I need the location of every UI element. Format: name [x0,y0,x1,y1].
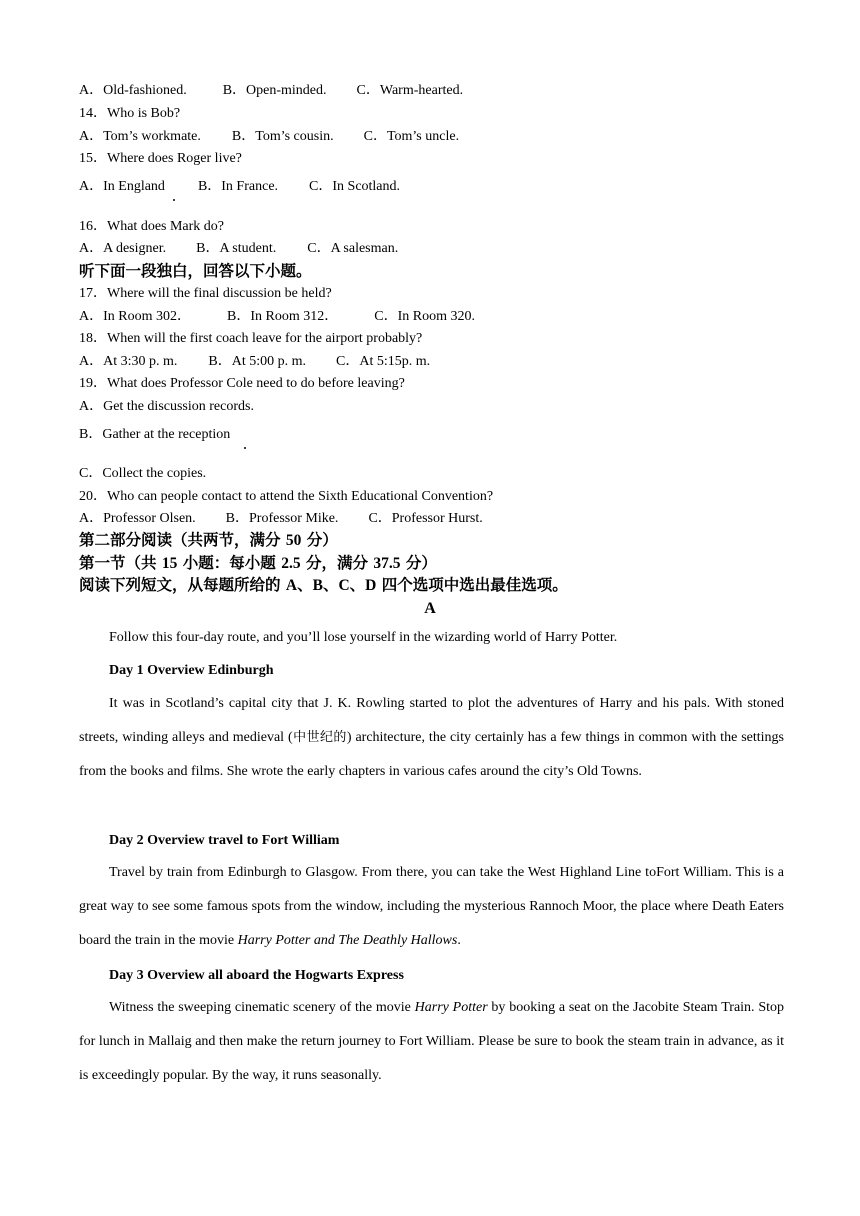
q15-options [79,178,400,196]
day2-movie-title: Harry Potter and The Deathly Hallows [237,933,458,948]
q19-option-a: A．Get the discussion records. [79,399,254,414]
q14-options [79,128,459,146]
emphasis-dot [244,447,246,449]
q15-option-b: B．In France. [197,179,279,194]
passage-letter: A [424,600,436,617]
day3-title: Day 3 Overview all aboard the Hogwarts Express [109,968,404,983]
section1-total: 37.5 [373,555,401,572]
monologue-instruction: 听下面一段独白，回答以下小题。 [79,262,312,280]
q18-option-b: B．At 5:00 p. m. [208,354,307,369]
q17-option-b: B．In Room 312． [227,309,339,324]
day1-title: Day 1 Overview Edinburgh [109,663,274,678]
section1-per-score: 2.5 [281,555,301,572]
q17-option-a: A．In Room 302． [79,309,191,324]
q15-stem: 15．Where does Roger live? [79,151,242,166]
q18-option-a: A．At 3:30 p. m. [79,354,178,369]
reading-instruction-letters: A、B、C、D [285,577,377,594]
q14-option-a: A．Tom’s workmate. [79,129,201,144]
part2-heading-text: 分） [301,531,338,549]
q18-stem: 18．When will the first coach leave for the airport probably? [79,331,423,346]
q16-option-a: A．A designer. [79,241,167,256]
q20-stem: 20．Who can people contact to attend the Sixth Educational Convention? [79,489,494,504]
q18-options [79,353,430,371]
day1-text: It was in Scotland’s capital city that J. K. Rowling started to plot the adventures of Harry and his pals. With stoned streets, winding alleys and medieval ( [79,696,784,745]
reading-instruction-text: 四个选项中选出最佳选项。 [376,576,568,594]
reading-instruction [79,576,568,595]
day2-text: . [457,933,461,948]
part2-heading [79,531,338,550]
day3-text: Witness the sweeping cinematic scenery of the movie [109,1000,415,1015]
emphasis-dot [173,199,175,201]
q13-option-c: C．Warm-hearted. [356,83,464,98]
day2-paragraph [79,856,784,958]
q16-options [79,240,398,258]
q16-option-c: C．A salesman. [307,241,399,256]
q14-option-c: C．Tom’s uncle. [363,129,460,144]
section1-text: 小题：每小题 [177,554,282,572]
day1-text: ) architecture, the city certainly has a few things in common with the settings from the books and films. She wrote the early chapters in various cafes around the city’s Old Towns. [79,730,784,779]
part2-heading-text: 第二部分阅读（共两节，满分 [79,531,286,549]
day2-text: Travel by train from Edinburgh to Glasgow. From there, you can take the West Highland Line toFort William. This is a great way to see some famous spots from the window, including the mysterious Rannoch Moor, the place where Death Eaters board the train in the movie [79,865,784,948]
section1-text: 分，满分 [300,554,374,572]
section1-text: 分） [400,554,437,572]
day3-text: by booking a seat on the Jacobite Steam Train. Stop for lunch in Mallaig and then make the return journey to Fort William. Please be sure to book the steam train in advance, as it is exceedingly popular. By the way, it runs seasonally. [79,1000,784,1083]
q15-option-c: C．In Scotland. [309,179,401,194]
q20-option-b: B．Professor Mike. [225,511,339,526]
q14-stem: 14．Who is Bob? [79,106,181,121]
q16-option-b: B．A student. [196,241,277,256]
day3-paragraph [79,991,784,1093]
passage-intro: Follow this four-day route, and you’ll lose yourself in the wizarding world of Harry Potter. [109,630,618,645]
q19-option-c: C．Collect the copies. [79,466,207,481]
q20-option-c: C．Professor Hurst. [368,511,483,526]
day1-paragraph [79,687,784,789]
day2-title: Day 2 Overview travel to Fort William [109,833,340,848]
q15-option-a: A．In England [79,179,165,194]
section1-text: 第一节（共 [79,554,162,572]
q13-options [79,82,463,100]
q19-option-b: B．Gather at the reception [79,427,231,442]
part2-score: 50 [285,532,302,549]
q17-stem: 17．Where will the final discussion be held? [79,286,332,301]
q14-option-b: B．Tom’s cousin. [231,129,334,144]
q17-options [79,308,475,326]
q13-option-b: B．Open-minded. [222,83,327,98]
q20-option-a: A．Professor Olsen. [79,511,196,526]
day1-gloss: 中世纪的 [292,730,347,745]
day3-movie-title: Harry Potter [414,1000,488,1015]
q19-stem: 19．What does Professor Cole need to do before leaving? [79,376,405,391]
q17-option-c: C．In Room 320. [374,309,475,324]
q13-option-a: A．Old-fashioned. [79,83,187,98]
reading-instruction-text: 阅读下列短文，从每题所给的 [79,576,286,594]
section1-heading [79,554,437,573]
q20-options [79,510,483,528]
section1-count: 15 [161,555,178,572]
q18-option-c: C．At 5:15p. m. [336,354,431,369]
q16-stem: 16．What does Mark do? [79,219,225,234]
